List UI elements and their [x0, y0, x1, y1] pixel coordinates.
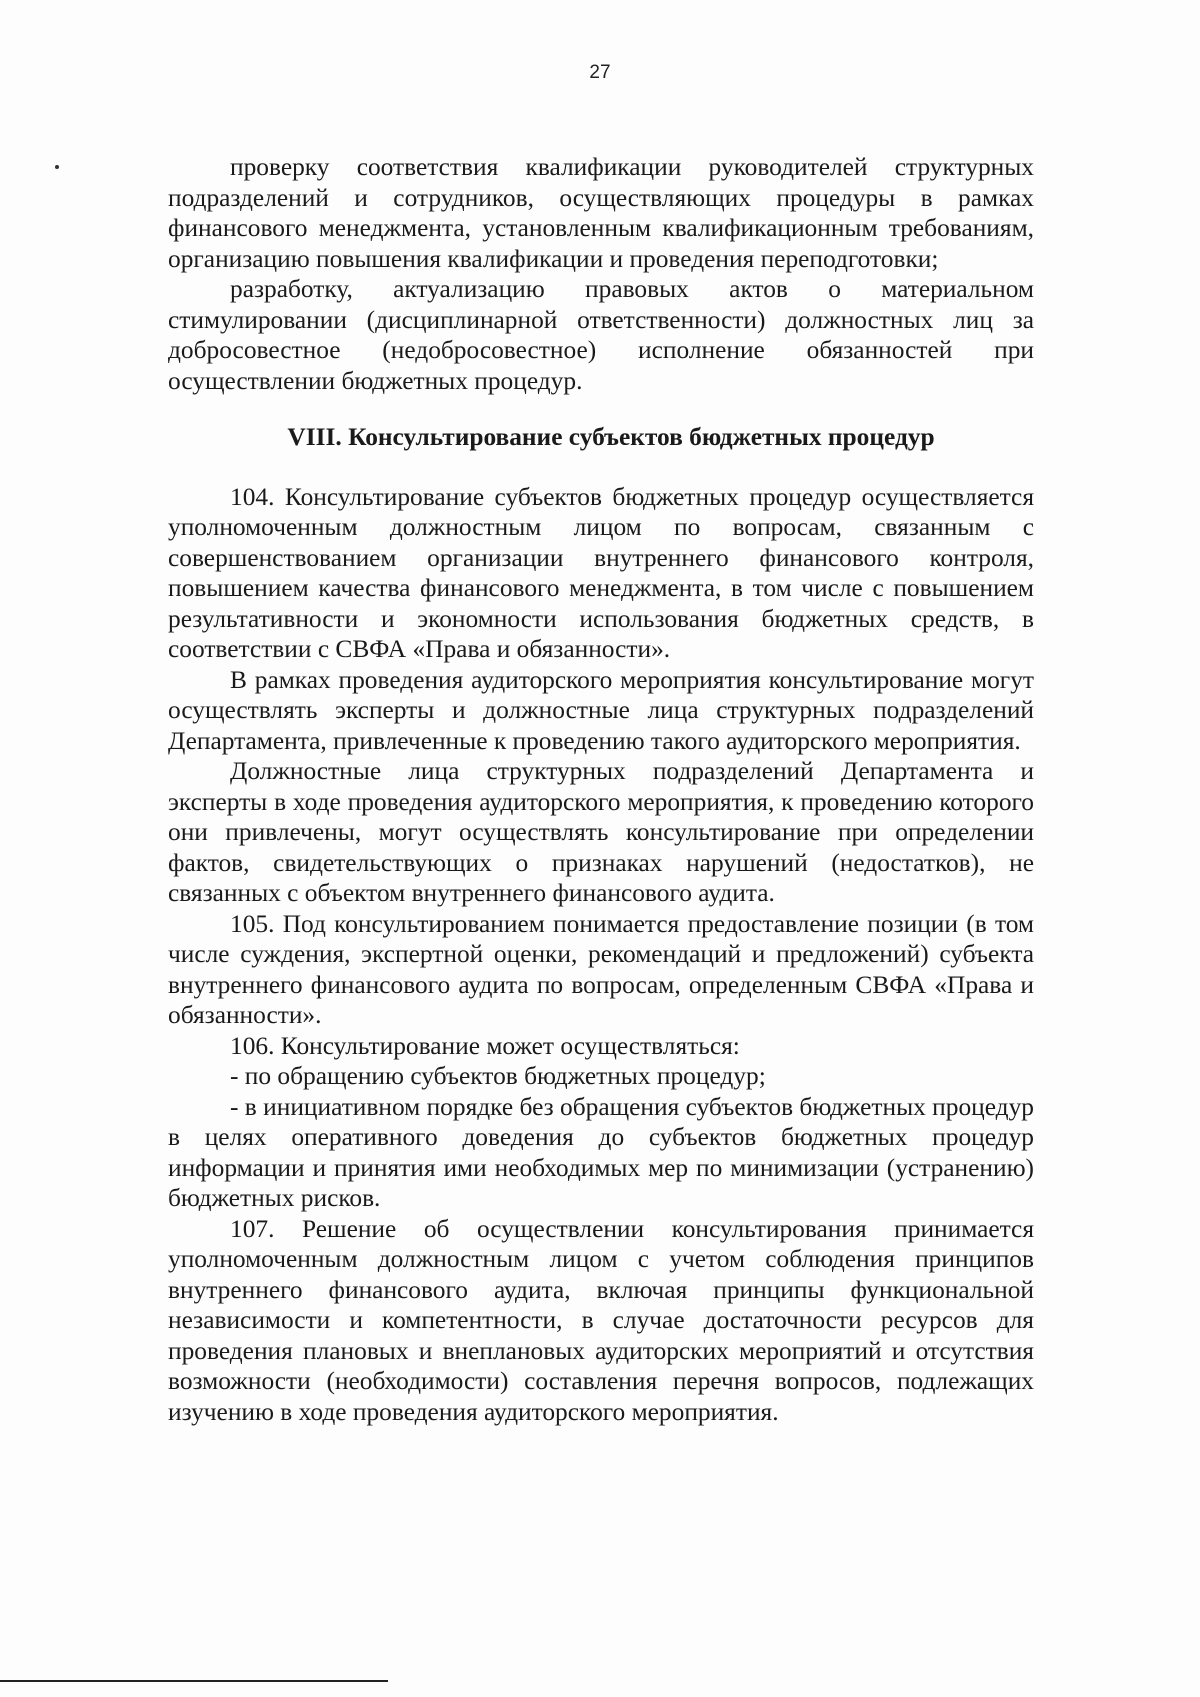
- paragraph: 107. Решение об осуществлении консультирования принимается уполномоченным должностным лицом с учетом соблюдения принципов внутреннего финансового аудита, включая принципы функциональной независимости и компетентности, в случае достаточности ресурсов для проведения плановых и внеплановых аудиторских мероприятий и отсутствия возможности (необходимости) составления перечня вопросов, подлежащих изучению в ходе проведения аудиторского мероприятия.: [168, 1214, 1034, 1426]
- section-heading: VIII. Консультирование субъектов бюджетных процедур: [287, 423, 935, 451]
- paragraph: - по обращению субъектов бюджетных процедур;: [230, 1062, 766, 1090]
- document-body: [168, 152, 1034, 1427]
- footnote-rule: [0, 1680, 388, 1682]
- paragraph: 105. Под консультированием понимается предоставление позиции (в том числе суждения, экспертной оценки, рекомендаций и предложений) субъекта внутреннего финансового аудита по вопросам, определенным СВФА «Права и обязанности».: [168, 909, 1034, 1029]
- paragraph: - в инициативном порядке без обращения субъектов бюджетных процедур в целях оперативного доведения до субъектов бюджетных процедур информации и принятия ими необходимых мер по минимизации (устранению) бюджетных рисков.: [168, 1092, 1034, 1212]
- paragraph: проверку соответствия квалификации руководителей структурных подразделений и сотрудников, осуществляющих процедуры в рамках финансового менеджмента, установленным квалификационным требованиям, организацию повышения квалификации и проведения переподготовки;: [168, 153, 1034, 273]
- paragraph: 104. Консультирование субъектов бюджетных процедур осуществляется уполномоченным должностным лицом по вопросам, связанным с совершенствованием организации внутреннего финансового контроля, повышением качества финансового менеджмента, в том числе с повышением результативности и экономности использования бюджетных средств, в соответствии с СВФА «Права и обязанности».: [168, 482, 1034, 663]
- paragraph: В рамках проведения аудиторского мероприятия консультирование могут осуществлять эксперты и должностные лица структурных подразделений Департамента, привлеченные к проведению такого аудиторского мероприятия.: [168, 665, 1034, 755]
- paragraph: Должностные лица структурных подразделений Департамента и эксперты в ходе проведения аудиторского мероприятия, к проведению которого они привлечены, могут осуществлять консультирование при определении фактов, свидетельствующих о признаках нарушений (недостатков), не связанных с объектом внутреннего финансового аудита.: [168, 757, 1034, 907]
- paragraph: разработку, актуализацию правовых актов о материальном стимулировании (дисциплинарной ответственности) должностных лиц за добросовестное (недобросовестное) исполнение обязанностей при осуществлении бюджетных процедур.: [168, 275, 1034, 395]
- scan-speck: [55, 165, 59, 169]
- page-number: 27: [589, 62, 611, 83]
- paragraph: 106. Консультирование может осуществляться:: [230, 1031, 740, 1060]
